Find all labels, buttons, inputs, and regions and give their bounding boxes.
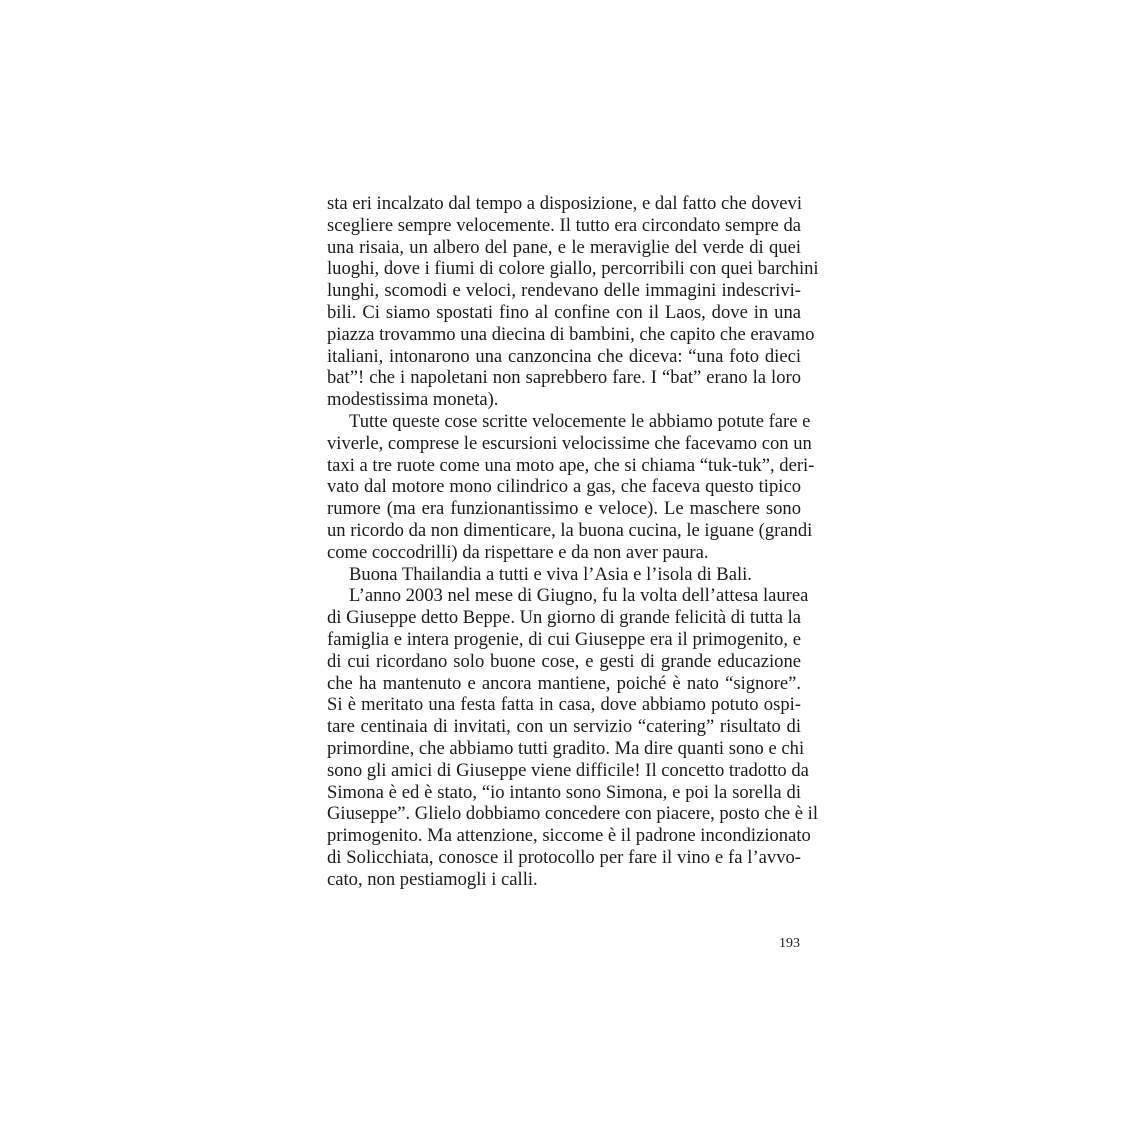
text-line: sta eri incalzato dal tempo a disposizione, e dal fatto che dovevi: [327, 193, 803, 214]
text-line: luoghi, dove i fiumi di colore giallo, percorribili con quei barchini: [327, 258, 819, 280]
text-line: tare centinaia di invitati, con un servizio “catering” risultato di: [327, 716, 801, 738]
text-line: bili. Ci siamo spostati fino al confine con il Laos, dove in una: [327, 301, 801, 323]
text-line: Simona è ed è stato, “io intanto sono Simona, e poi la sorella di: [327, 781, 801, 803]
text-line: bat”! che i napoletani non saprebbero fare. I “bat” erano la loro: [327, 367, 801, 389]
text-line: Giuseppe”. Glielo dobbiamo concedere con piacere, posto che è il: [327, 803, 818, 825]
text-line: scegliere sempre velocemente. Il tutto era circondato sempre da: [327, 214, 801, 236]
text-line: rumore (ma era funzionantissimo e veloce). Le maschere sono: [327, 498, 801, 520]
text-line: primordine, che abbiamo tutti gradito. Ma dire quanti sono e chi: [327, 737, 805, 759]
text-line: sono gli amici di Giuseppe viene difficile! Il concetto tradotto da: [327, 759, 809, 781]
text-line: Tutte queste cose scritte velocemente le abbiamo potute fare e: [349, 410, 811, 432]
text-line: come coccodrilli) da rispettare e da non aver paura.: [327, 541, 709, 563]
text-line: cato, non pestiamogli i calli.: [327, 868, 538, 890]
text-line: di Solicchiata, conosce il protocollo per fare il vino e fa l’avvo-: [327, 846, 801, 868]
text-line: taxi a tre ruote come una moto ape, che si chiama “tuk-tuk”, deri-: [327, 454, 815, 476]
text-line: un ricordo da non dimenticare, la buona cucina, le iguane (grandi: [327, 519, 813, 541]
text-line: viverle, comprese le escursioni velocissime che facevamo con un: [327, 432, 812, 454]
text-line: che ha mantenuto e ancora mantiene, poiché è nato “signore”.: [327, 672, 801, 694]
body-text: [327, 193, 819, 891]
paragraph: [327, 585, 818, 890]
text-line: famiglia e intera progenie, di cui Giuseppe era il primogenito, e: [327, 628, 801, 650]
paragraph: [327, 410, 815, 564]
text-line: primogenito. Ma attenzione, siccome è il padrone incondizionato: [327, 825, 811, 847]
text-line: di Giuseppe detto Beppe. Un giorno di grande felicità di tutta la: [327, 607, 802, 629]
text-line: piazza trovammo una diecina di bambini, che capito che eravamo: [327, 323, 815, 345]
paragraph: [327, 193, 819, 411]
text-line: vato dal motore mono cilindrico a gas, che faceva questo tipico: [327, 476, 801, 498]
text-line: L’anno 2003 nel mese di Giugno, fu la volta dell’attesa laurea: [349, 585, 809, 607]
paragraph: [327, 564, 801, 586]
text-line: Buona Thailandia a tutti e viva l’Asia e l’isola di Bali.: [349, 563, 752, 585]
page-number: 193: [779, 936, 800, 951]
text-line: di cui ricordano solo buone cose, e gesti di grande educazione: [327, 650, 801, 672]
text-line: modestissima moneta).: [327, 389, 499, 411]
text-line: italiani, intonarono una canzoncina che diceva: “una foto dieci: [327, 345, 801, 367]
text-line: lunghi, scomodi e veloci, rendevano delle immagini indescrivi-: [327, 280, 801, 302]
text-line: Si è meritato una festa fatta in casa, dove abbiamo potuto ospi-: [327, 694, 801, 716]
text-line: una risaia, un albero del pane, e le meraviglie del verde di quei: [327, 236, 801, 258]
